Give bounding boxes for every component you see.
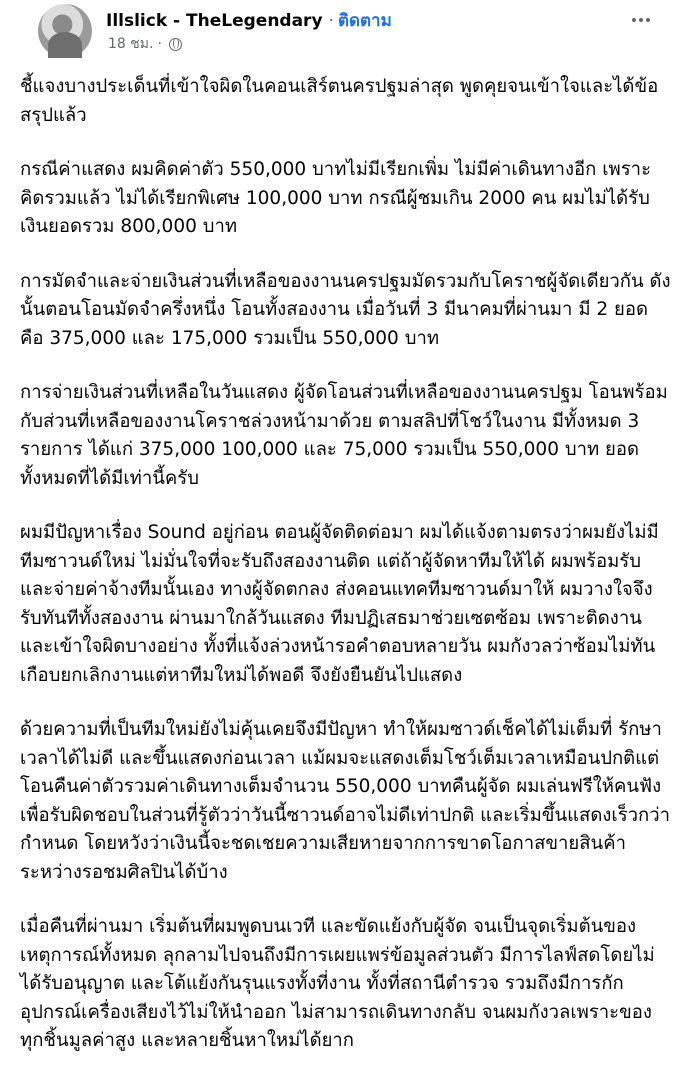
post-paragraph: ผมมีปัญหาเรื่อง Sound อยู่ก่อน ตอนผู้จัดติดต่อมา ผมได้แจ้งตามตรงว่าผมยังไม่มีทีมซาวนด์ใหม่ ไม่มั่นใจที่จะรับถึงสองงานติด แต่ถ้าผู้จัดหาทีมให้ได้ ผมพร้อมรับและจ่ายค่าจ้างทีมนั้นเอง ทางผู้จัดตกลง ส่งคอนแทคทีมซาวนด์มาให้ ผมวางใจจึงรับทันทีทั้งสองงาน ผ่านมาใกล้วันแสดง ทีมปฏิเสธมาช่วยเซตซ้อม เพราะติดงานและเข้าใจผิดบางอย่าง ทั้งที่แจ้งล่วงหน้ารอคำตอบหลายวัน ผมกังวลว่าซ้อมไม่ทัน เกือบยกเลิกงานแต่หาทีมใหม่ได้พอดี จึงยังยืนยันไปแสดง	[20, 522, 659, 686]
more-dot	[632, 18, 636, 22]
post-paragraph: กรณีค่าแสดง ผมคิดค่าตัว 550,000 บาทไม่มีเรียกเพิ่ม ไม่มีค่าเดินทางอีก เพราะคิดรวมแล้ว ไม่ได้เรียกพิเศษ 100,000 บาท กรณีผู้ชมเกิน 2000 คน ผมไม่ได้รับเงินยอดรวม 800,000 บาท	[20, 159, 652, 237]
header-separator: ·	[328, 11, 334, 31]
more-options-icon[interactable]	[625, 8, 657, 32]
author-avatar[interactable]	[38, 4, 92, 58]
post-paragraph: การจ่ายเงินส่วนที่เหลือในวันแสดง ผู้จัดโอนส่วนที่เหลือของงานนครปฐม โอนพร้อมกับส่วนที่เหลือของงานโคราชล่วงหน้ามาด้วย ตามสลิปที่โชว์ในงาน มีทั้งหมด 3 รายการ ได้แก่ 375,000 100,000 และ 75,000 รวมเป็น 550,000 บาท ยอดทั้งหมดที่ได้มีเท่านี้ครับ	[20, 382, 668, 489]
post-meta	[108, 33, 182, 55]
author-line	[106, 7, 392, 34]
more-dot	[639, 18, 643, 22]
post-paragraph: การมัดจำและจ่ายเงินส่วนที่เหลือของงานนครปฐมมัดรวมกับโคราชผู้จัดเดียวกัน ดังนั้นตอนโอนมัดจำครึ่งหนึ่ง โอนทั้งสองงาน เมื่อวันที่ 3 มีนาคมที่ผ่านมา มี 2 ยอด คือ 375,000 และ 175,000 รวมเป็น 550,000 บาท	[20, 270, 671, 349]
meta-separator: ·	[157, 36, 162, 52]
author-name[interactable]: Illslick - TheLegendary	[106, 11, 323, 31]
post-paragraph: ด้วยความที่เป็นทีมใหม่ยังไม่คุ้นเคยจึงมีปัญหา ทำให้ผมซาวด์เช็คได้ไม่เต็มที่ รักษาเวลาได้ไม่ดี และขึ้นแสดงก่อนเวลา แม้ผมจะแสดงเต็มโชว์เต็มเวลาเหมือนปกติแต่โอนคืนค่าตัวรวมค่าเดินทางเต็มจำนวน 550,000 บาทคืนผู้จัด ผมเล่นฟรีให้คนฟังเพื่อรับผิดชอบในส่วนที่รู้ตัวว่าวันนี้ซาวนด์อาจไม่ดีเท่าปกติ และเริ่มขึ้นแสดงเร็วกว่ากำหนด โดยหวังว่าเงินนี้จะชดเชยความเสียหายจากการขาดโอกาสขายสินค้าระหว่างรอชมศิลปินได้บ้าง	[20, 719, 670, 883]
post-header	[20, 0, 669, 66]
post-body	[20, 73, 673, 1082]
more-dot	[646, 18, 650, 22]
post-timestamp[interactable]: 18 ชม.	[108, 36, 154, 52]
follow-button[interactable]: ติดตาม	[337, 11, 392, 31]
post-paragraph: ชี้แจงบางประเด็นที่เข้าใจผิดในคอนเสิร์ตนครปฐมล่าสุด พูดคุยจนเข้าใจและได้ข้อสรุปแล้ว	[20, 76, 659, 126]
post-paragraph: เมื่อคืนที่ผ่านมา เริ่มต้นที่ผมพูดบนเวที และขัดแย้งกับผู้จัด จนเป็นจุดเริ่มต้นของเหตุการณ์ทั้งหมด ลุกลามไปจนถึงมีการเผยแพร่ข้อมูลส่วนตัว มีการไลฟ์สดโดยไม่ได้รับอนุญาต และโต้แย้งกันรุนแรงทั้งที่งาน ทั้งที่สถานีตำรวจ รวมถึงมีการกักอุปกรณ์เครื่องเสียงไว้ไม่ให้นำออก ไม่สามารถเดินทางกลับ จนผมกังวลเพราะของทุกชิ้นมูลค่าสูง และหลายชิ้นหาใหม่ได้ยาก	[20, 916, 655, 1051]
globe-icon	[169, 38, 182, 51]
